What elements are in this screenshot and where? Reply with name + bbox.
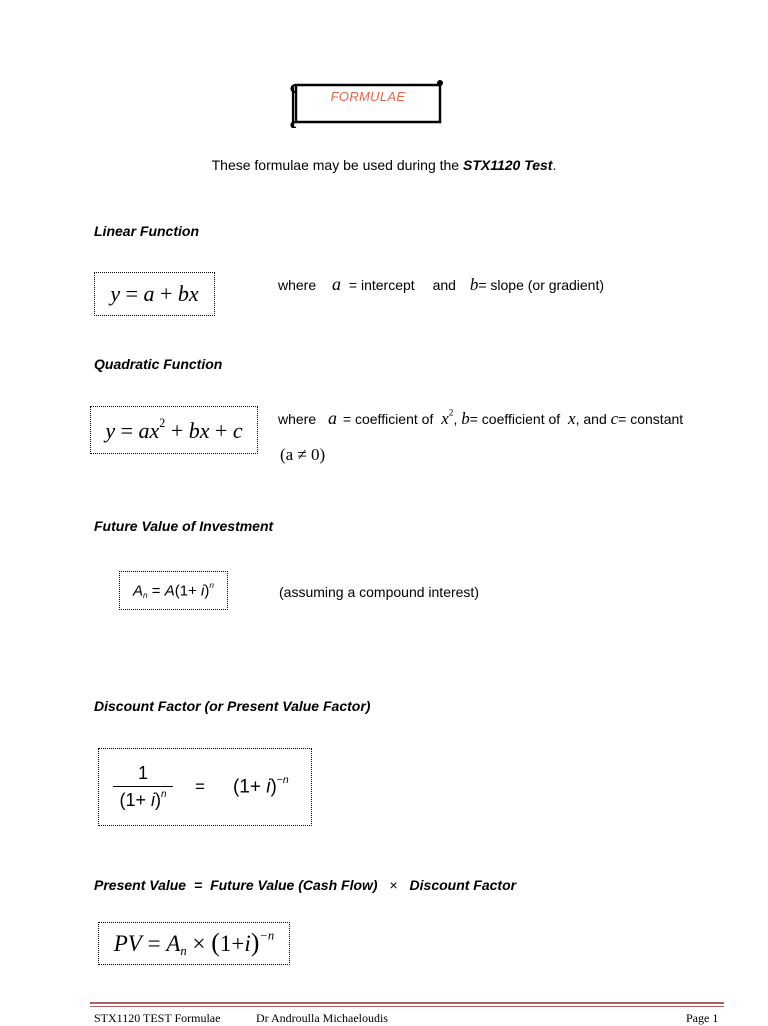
linear-a-desc: = intercept (348, 277, 415, 293)
linear-b-desc: = slope (or gradient) (478, 277, 605, 293)
quadratic-heading: Quadratic Function (94, 356, 223, 372)
present-value-heading (94, 877, 516, 893)
quadratic-b-desc: = coefficient of (469, 411, 561, 427)
intro-test-name: STX1120 Test (462, 157, 553, 173)
footer-page-number: Page 1 (686, 1011, 719, 1025)
present-value-formula: PV = $A_n \times (1+i)^{-n}$ (113, 928, 275, 958)
quadratic-condition: (a ≠ 0) (280, 445, 326, 464)
present-value-formula-box (98, 922, 290, 965)
discount-rhs: $(1+ i)^{-n}$ (232, 775, 289, 798)
discount-numerator: 1 (137, 763, 148, 784)
footer-author: Dr Androulla Michaeloudis (256, 1011, 388, 1025)
linear-where: where (278, 277, 317, 293)
future-value-heading: Future Value of Investment (94, 518, 274, 534)
pv-heading-df: Discount Factor (409, 877, 517, 893)
quadratic-x-symbol: x (568, 409, 576, 428)
linear-b-symbol: b (469, 275, 479, 294)
quadratic-b-symbol: b (461, 409, 470, 428)
discount-formula-box (98, 748, 312, 826)
quadratic-a-desc: = coefficient of (342, 411, 434, 427)
pv-heading-times: × (389, 877, 398, 893)
quadratic-formula-box (90, 406, 258, 454)
linear-a-symbol: a (332, 274, 342, 294)
quadratic-c-symbol: c (610, 409, 619, 428)
linear-description (278, 274, 604, 295)
linear-formula: y = a + bx (110, 281, 199, 306)
pv-heading-pv: Present Value (94, 877, 187, 893)
banner-title: FORMULAE (330, 89, 406, 104)
linear-formula-box (94, 272, 215, 316)
discount-heading: Discount Factor (or Present Value Factor) (94, 698, 371, 714)
quadratic-a-symbol: a (328, 408, 338, 428)
discount-equals: = (195, 777, 205, 796)
pv-heading-eq: = (193, 877, 203, 893)
quadratic-and: , and (575, 411, 607, 427)
linear-and: and (432, 277, 456, 293)
quadratic-formula: $y = ax^2$ + bx + c (105, 416, 243, 443)
intro-suffix: . (552, 157, 557, 173)
quadratic-c-desc: = constant (618, 411, 684, 427)
future-value-formula-box (119, 571, 228, 610)
linear-heading: Linear Function (94, 223, 199, 239)
pv-heading-fv: Future Value (Cash Flow) (210, 877, 378, 893)
footer-rule (90, 1002, 724, 1008)
discount-denominator: $(1+ i)^n$ (119, 789, 167, 810)
quadratic-x2-symbol: $x^2$ (441, 408, 454, 428)
quadratic-description: where a = coefficient of $x^2$, b= coefficient of x, and c= constant (278, 408, 684, 428)
future-value-formula: $A_n = A(1+ i)^n$ (133, 581, 214, 600)
intro-prefix: These formulae may be used during the (211, 157, 463, 173)
footer-document-title: STX1120 TEST Formulae (94, 1011, 221, 1025)
discount-fraction (113, 763, 173, 811)
future-value-note: (assuming a compound interest) (279, 584, 479, 600)
quadratic-where: where (278, 411, 317, 427)
intro-text (0, 157, 768, 173)
